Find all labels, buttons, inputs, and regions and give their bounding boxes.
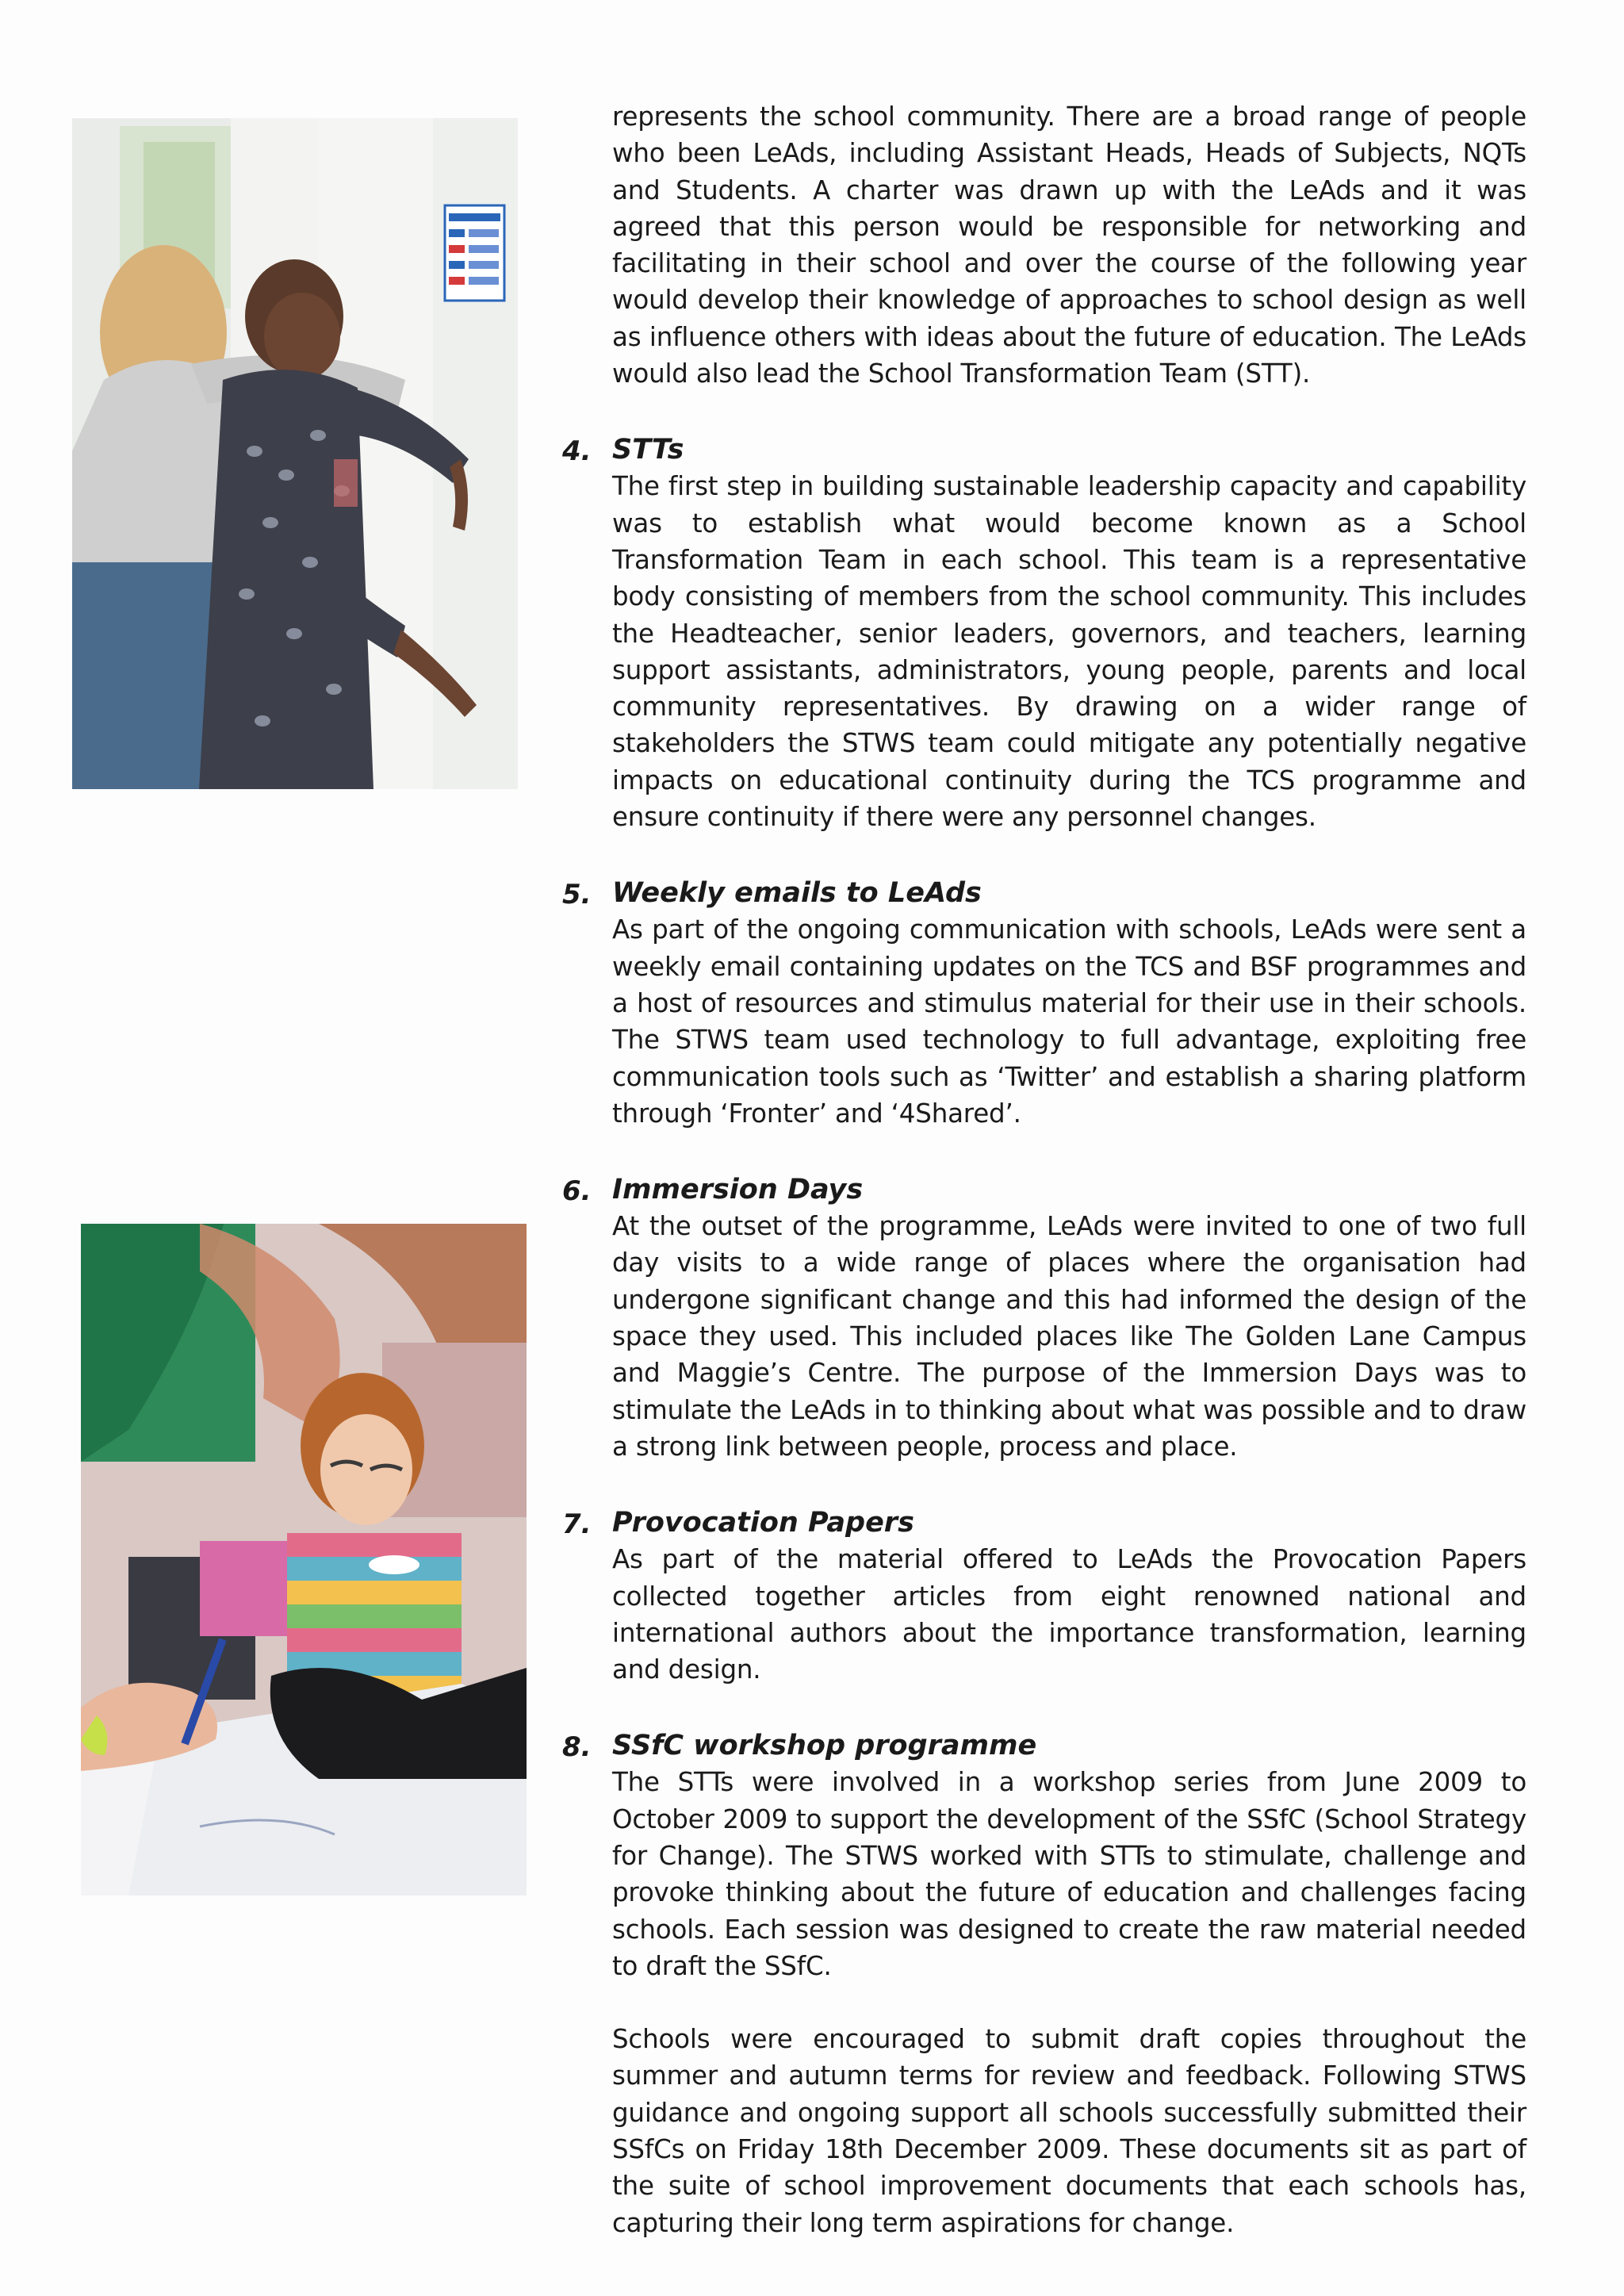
section-title: Provocation Papers	[612, 1507, 914, 1539]
section-title: Immersion Days	[612, 1174, 864, 1206]
section-paragraph: The STTs were involved in a workshop series from June 2009 to October 2009 to support the development of the SSfC (School Strategy for Change). The STWS worked with STTs to stimulate, challenge and provoke thinking about the future of education and challenges facing schools. Each session was designed to create the raw material needed to draft the SSfC.	[612, 1767, 1526, 1981]
section-heading	[555, 1171, 1526, 1208]
section-title: SSfC workshop programme	[612, 1730, 1037, 1762]
section-paragraph: At the outset of the programme, LeAds were invited to one of two full day visits to a wide range of places where the organisation had undergone significant change and this had informed the design of the space they used. This included places like The Golden Lane Campus and Maggie’s Centre. The purpose of the Immersion Days was to stimulate the LeAds in to thinking about what was possible and to draw a strong link between people, process and place.	[612, 1211, 1526, 1462]
section-heading	[555, 1504, 1526, 1541]
section-provocation-papers	[555, 1504, 1526, 1688]
section-ssfc-workshop	[555, 1727, 1526, 2241]
section-immersion-days	[555, 1171, 1526, 1465]
section-heading	[555, 1727, 1526, 1764]
section-title: Weekly emails to LeAds	[612, 877, 982, 910]
section-number: 7.	[562, 1508, 592, 1541]
section-paragraph: The first step in building sustainable leadership capacity and capability was to establish what would become known as a School Transformation Team in each school. This team is a representative body consisting of members from the school community. This includes the Headteacher, senior leaders, governors, and teachers, learning support assistants, administrators, young people, parents and local community representatives. By drawing on a wider range of stakeholders the STWS team could mitigate any potentially negative impacts on educational continuity during the TCS programme and ensure continuity if there were any personnel changes.	[612, 471, 1526, 833]
section-number: 4.	[562, 435, 592, 468]
section-number: 5.	[562, 879, 592, 911]
section-paragraph: As part of the ongoing communication with schools, LeAds were sent a weekly email containing updates on the TCS and BSF programmes and a host of resources and stimulus material for their use in their schools. The STWS team used technology to full advantage, exploiting free communication tools such as ‘Twitter’ and establish a sharing platform through ‘Fronter’ and ‘4Shared’.	[612, 914, 1526, 1129]
section-title: STTs	[612, 434, 684, 466]
section-paragraph: Schools were encouraged to submit draft copies throughout the summer and autumn terms for review and feedback. Following STWS guidance and ongoing support all schools successfully submitted their SSfCs on Friday 18th December 2009. These documents sit as part of the suite of school improvement documents that each schools has, capturing their long term aspirations for change.	[612, 2024, 1526, 2238]
section-paragraph: As part of the material offered to LeAds the Provocation Papers collected together articles from eight renowned national and international authors about the importance transformation, learning and design.	[612, 1544, 1526, 1685]
section-heading	[555, 431, 1526, 468]
photo-teacher-and-student	[72, 118, 518, 789]
article-body	[555, 98, 1526, 2241]
intro-paragraph: represents the school community. There are a broad range of people who been LeAds, including Assistant Heads, Heads of Subjects, NQTs and Students. A charter was drawn up with the LeAds and it was agreed that this person would be responsible for networking and facilitating in their school and over the course of the following year would develop their knowledge of approaches to school design as well as influence others with ideas about the future of education. The LeAds would also lead the School Transformation Team (STT).	[612, 102, 1526, 389]
photo-child-writing	[81, 1224, 527, 1895]
section-weekly-emails	[555, 875, 1526, 1132]
section-number: 8.	[562, 1731, 592, 1764]
section-number: 6.	[562, 1175, 592, 1208]
section-stts	[555, 431, 1526, 835]
section-heading	[555, 875, 1526, 911]
